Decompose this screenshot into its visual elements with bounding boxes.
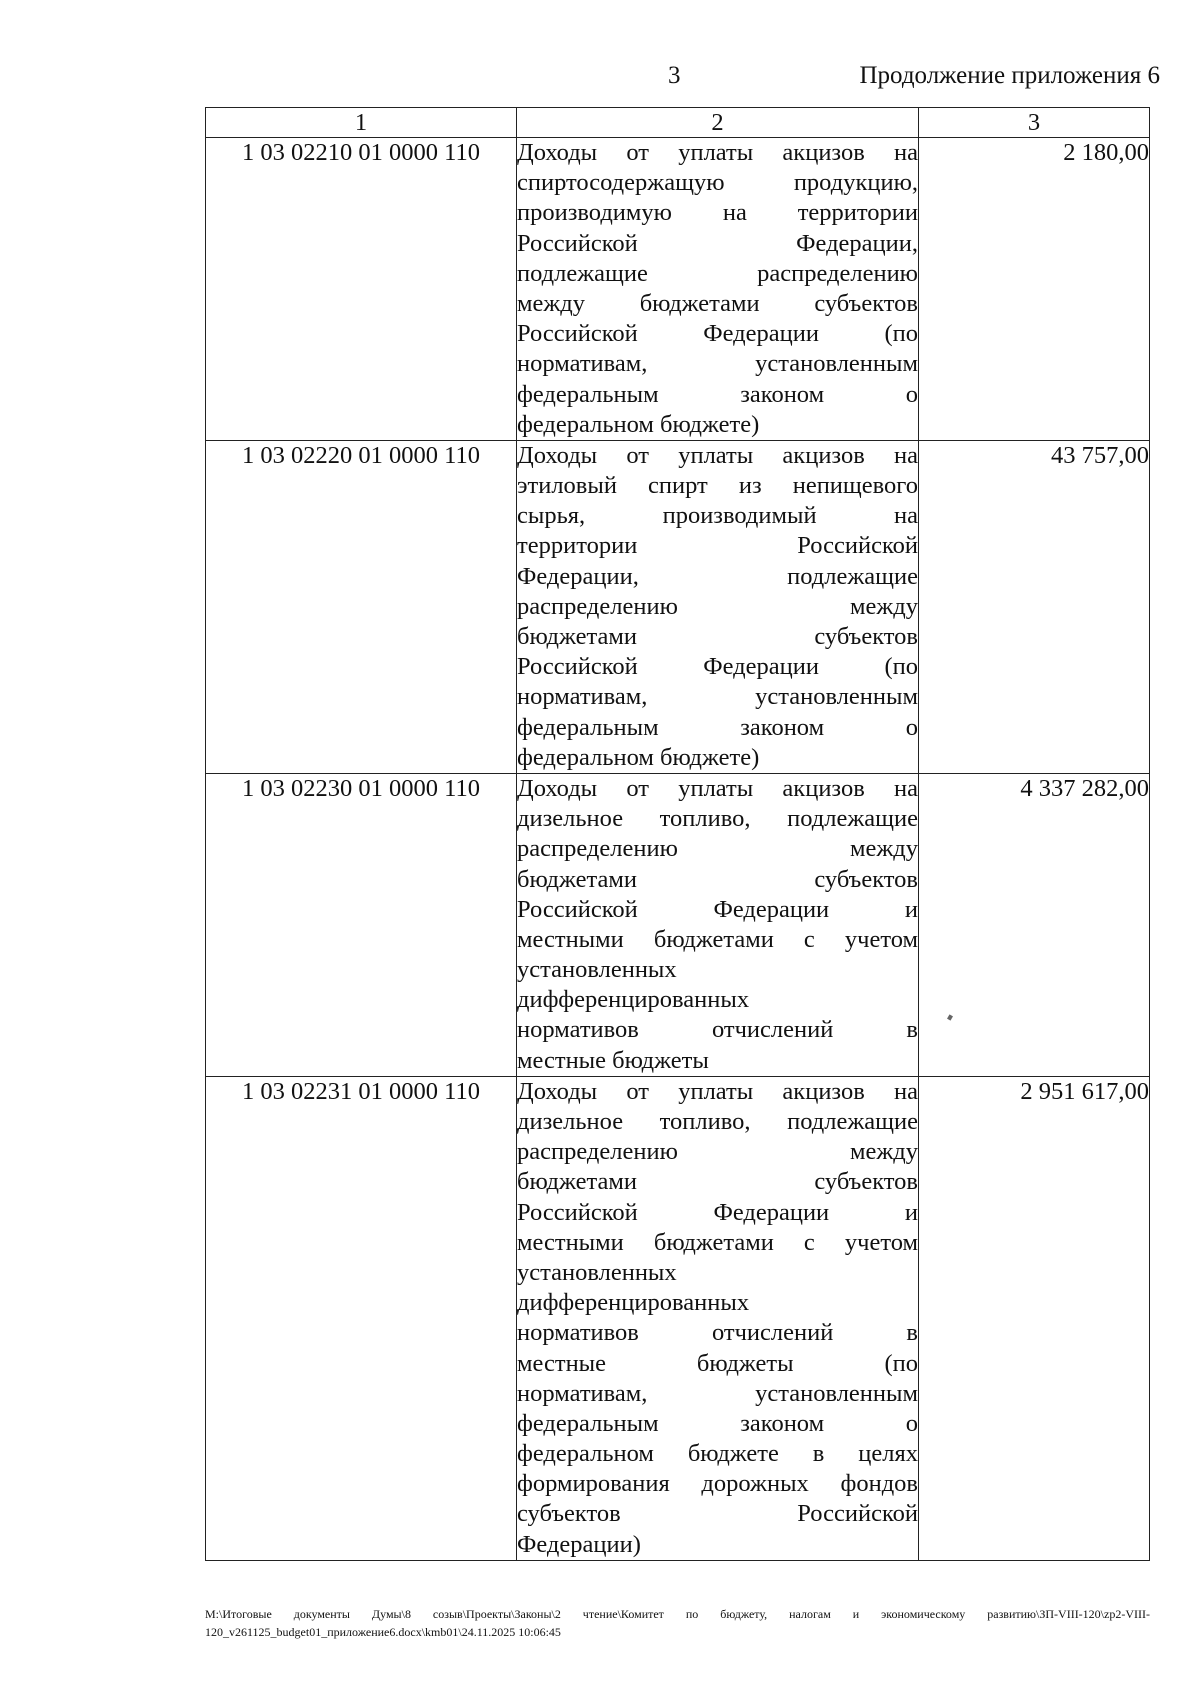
description-line: Российской Федерации и [517,1198,918,1226]
description-line: распределению между [517,835,918,863]
revenue-description-cell [517,773,919,1076]
description-line: нормативов отчислений в [517,1319,918,1347]
description-line: нормативам, установленным [517,1379,918,1407]
table-body [206,138,1150,1561]
description-line: федеральном бюджете) [517,410,760,438]
description-line: Доходы от уплаты акцизов на [517,139,918,166]
description-line: дифференцированных [517,986,750,1014]
description-line: нормативов отчислений в [517,1016,918,1044]
page-number: 3 [668,62,681,89]
description-line: территории Российской [517,532,918,560]
description-line: нормативам, установленным [517,683,918,711]
description-line: дизельное топливо, подлежащие [517,805,918,833]
description-line: подлежащие распределению [517,259,918,287]
table-row [206,1076,1150,1560]
revenue-code-cell: 1 03 02210 01 0000 110 [206,138,517,441]
description-line: Доходы от уплаты акцизов на [517,441,918,469]
description-line: распределению между [517,592,918,620]
description-line: Российской Федерации и [517,895,918,923]
amount-cell: 2 180,00 [919,138,1150,441]
revenue-description-cell [517,1076,919,1560]
description-line: местными бюджетами с учетом [517,925,918,953]
description-line: дифференцированных [517,1289,750,1317]
description-line: федеральным законом о [517,713,918,741]
revenue-code-cell: 1 03 02231 01 0000 110 [206,1076,517,1560]
description-line: Доходы от уплаты акцизов на [517,774,918,802]
amount-cell: 2 951 617,00 [919,1076,1150,1560]
amount-cell: 43 757,00 [919,440,1150,773]
revenue-description-cell [517,138,919,441]
description-line: субъектов Российской [517,1500,918,1528]
description-line: Российской Федерации, [517,229,918,257]
description-line: распределению между [517,1138,918,1166]
description-line: местные бюджеты (по [517,1349,918,1377]
description-line: этиловый спирт из непищевого [517,472,918,500]
table-row [206,440,1150,773]
budget-table [205,107,1150,1561]
description-line: установленных [517,956,677,984]
description-line: местные бюджеты [517,1046,709,1074]
page-caption: Продолжение приложения 6 [859,62,1160,89]
column-header-3: 3 [919,108,1150,138]
column-header-2: 2 [517,108,919,138]
description-line: федеральном бюджете в целях [517,1440,918,1468]
table-row [206,138,1150,441]
description-line: спиртосодержащую продукцию, [517,169,918,197]
description-line: формирования дорожных фондов [517,1470,918,1498]
description-line: бюджетами субъектов [517,1168,918,1196]
description-line: Федерации, подлежащие [517,562,918,590]
document-path-footer: M:\Итоговые документы Думы\8 созыв\Проекты\Законы\2 чтение\Комитет по бюджету, налогам и экономическому развитию\ЗП-VIII-120\zp2-VIII-120_v261125_budget01_приложение6.docx\kmb01\24.11.2025 10:06:45 [205,1607,1150,1639]
description-line: федеральным законом о [517,1409,918,1437]
table-row [206,773,1150,1076]
description-line: местными бюджетами с учетом [517,1228,918,1256]
table-header-row [206,108,1150,138]
description-line: сырья, производимый на [517,502,918,530]
description-line: федеральным законом о [517,380,918,408]
description-line: дизельное топливо, подлежащие [517,1108,918,1135]
column-header-1: 1 [206,108,517,138]
revenue-code-cell: 1 03 02230 01 0000 110 [206,773,517,1076]
description-line: между бюджетами субъектов [517,289,918,317]
description-line: установленных [517,1258,677,1286]
description-line: Российской Федерации (по [517,653,918,681]
revenue-code-cell: 1 03 02220 01 0000 110 [206,440,517,773]
revenue-description-cell [517,440,919,773]
description-line: бюджетами субъектов [517,865,918,893]
description-line: производимую на территории [517,199,918,227]
description-line: федеральном бюджете) [517,743,760,771]
description-line: бюджетами субъектов [517,623,918,650]
description-line: Федерации) [517,1530,641,1558]
amount-cell: 4 337 282,00 [919,773,1150,1076]
description-line: нормативам, установленным [517,350,918,378]
description-line: Российской Федерации (по [517,320,918,348]
description-line: Доходы от уплаты акцизов на [517,1077,918,1105]
